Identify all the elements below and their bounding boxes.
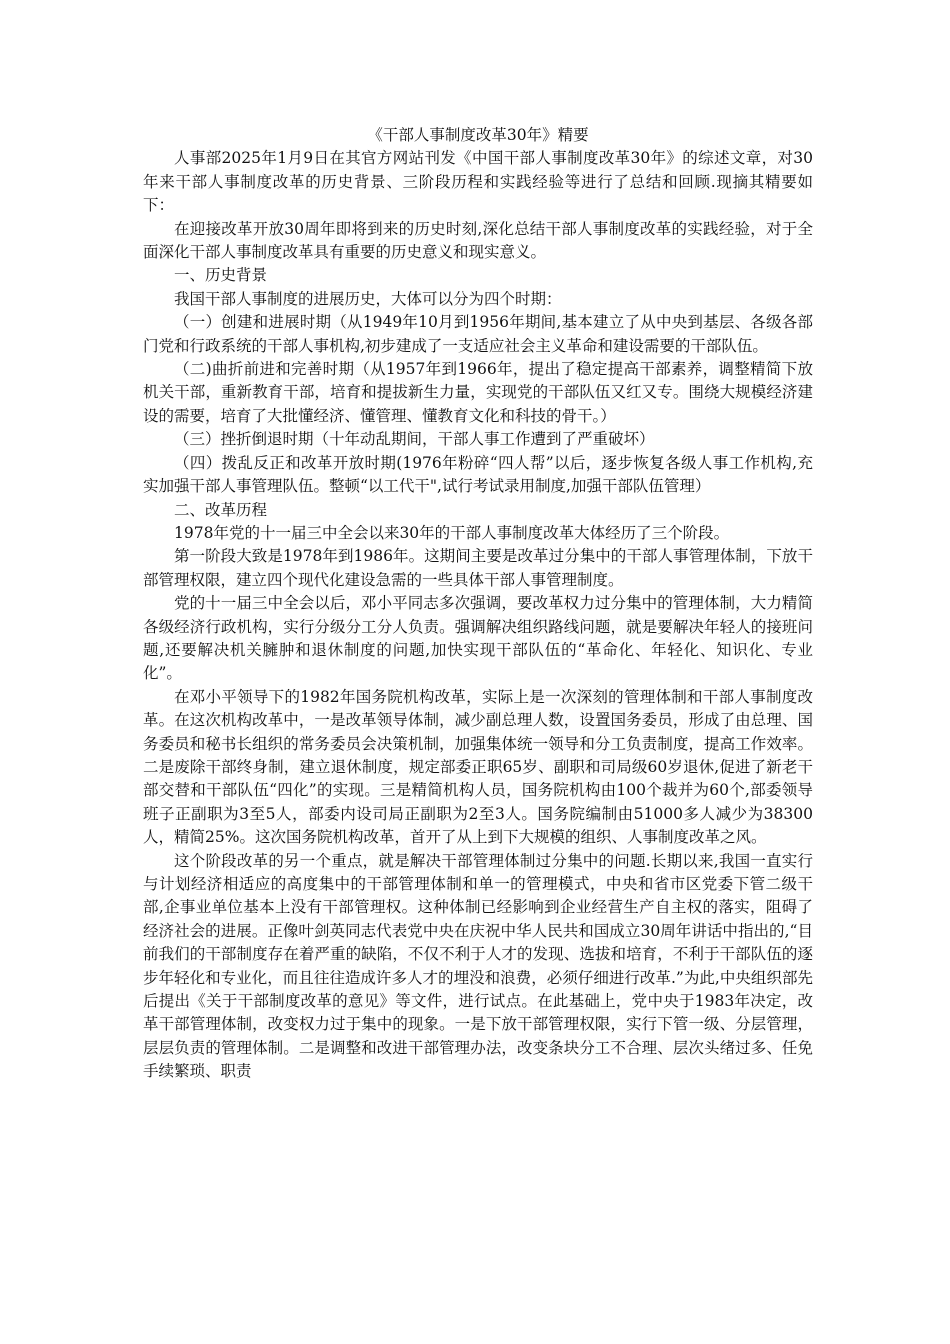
document-title: 《干部人事制度改革30年》精要 — [367, 126, 589, 144]
document-page — [143, 124, 813, 1084]
period-item-3: （三）挫折倒退时期（十年动乱期间，干部人事工作遭到了严重破坏） — [174, 430, 655, 449]
paragraph: 1978年党的十一届三中全会以来30年的干部人事制度改革大体经历了三个阶段。 — [174, 523, 730, 542]
section-heading-reform: 二、改革历程 — [174, 500, 268, 519]
paragraph: 党的十一届三中全会以后，邓小平同志多次强调，要改革权力过分集中的管理体制，大力精简各级经济行政机构，实行分级分工分人负责。强调解决组织路线问题，就是要解决年轻人的接班问题,还要解决机关臃肿和退休制度的问题,加快实现干部队伍的“革命化、年轻化、知识化、专业化”。 — [143, 594, 813, 683]
paragraph: 第一阶段大致是1978年到1986年。这期间主要是改革过分集中的干部人事管理体制，下放干部管理权限，建立四个现代化建设急需的一些具体干部人事管理制度。 — [143, 547, 813, 589]
period-item-1: （一）创建和进展时期（从1949年10月到1956年期间,基本建立了从中央到基层、各级各部门党和行政系统的干部人事机构,初步建成了一支适应社会主义革命和建设需要的干部队伍。 — [143, 313, 813, 355]
paragraph: 在迎接改革开放30周年即将到来的历史时刻,深化总结干部人事制度改革的实践经验，对于全面深化干部人事制度改革具有重要的历史意义和现实意义。 — [143, 219, 813, 262]
section-heading-history: 一、历史背景 — [174, 266, 268, 285]
paragraph: 这个阶段改革的另一个重点，就是解决干部管理体制过分集中的问题.长期以来,我国一直实行与计划经济相适应的高度集中的干部管理体制和单一的管理模式，中央和省市区党委下管二级干部,企事业单位基本上没有干部管理权。这种体制已经影响到企业经营生产自主权的落实，阻碍了经济社会的进展。正像叶剑英同志代表党中央在庆祝中华人民共和国成立30周年讲话中指出的,“目前我们的干部制度存在着严重的缺陷，不仅不利于人才的发现、选拔和培育，不利于干部队伍的逐步年轻化和专业化，而且往往造成许多人才的埋没和浪费，必须仔细进行改革.”为此,中央组织部先后提出《关于干部制度改革的意见》等文件，进行试点。在此基础上，党中央于1983年决定，改革干部管理体制，改变权力过于集中的现象。一是下放干部管理权限，实行下管一级、分层管理，层层负责的管理体制。二是调整和改进干部管理办法，改变条块分工不合理、层次头绪过多、任免手续繁琐、职责 — [143, 851, 813, 1081]
paragraph: 我国干部人事制度的进展历史，大体可以分为四个时期： — [174, 289, 562, 308]
paragraph: 在邓小平领导下的1982年国务院机构改革，实际上是一次深刻的管理体制和干部人事制度改革。在这次机构改革中，一是改革领导体制，减少副总理人数，设置国务委员，形成了由总理、国务委员和秘书长组织的常务委员会决策机制，加强集体统一领导和分工负责制度，提高工作效率。二是废除干部终身制，建立退休制度，规定部委正职65岁、副职和司局级60岁退休,促进了新老干部交替和干部队伍“四化”的实现。三是精简机构人员，国务院机构由100个裁并为60个,部委领导班子正副职为3至5人，部委内设司局正副职为2至3人。国务院编制由51000多人减少为38300人，精简25%。这次国务院机构改革，首开了从上到下大规模的组织、人事制度改革之风。 — [143, 687, 813, 847]
period-item-2: （二)曲折前进和完善时期（从1957年到1966年，提出了稳定提高干部素养，调整精简下放机关干部，重新教育干部，培育和提拔新生力量，实现党的干部队伍又红又专。围绕大规模经济建设的需要，培育了大批懂经济、懂管理、懂教育文化和科技的骨干。） — [143, 360, 813, 425]
period-item-4: （四）拨乱反正和改革开放时期(1976年粉碎“四人帮”以后，逐步恢复各级人事工作机构,充实加强干部人事管理队伍。整顿“以工代干",试行考试录用制度,加强干部队伍管理） — [143, 453, 813, 496]
intro-paragraph: 人事部2025年1月9日在其官方网站刊发《中国干部人事制度改革30年》的综述文章，对30年来干部人事制度改革的历史背景、三阶段历程和实践经验等进行了总结和回顾.现摘其精要如下： — [143, 149, 813, 215]
